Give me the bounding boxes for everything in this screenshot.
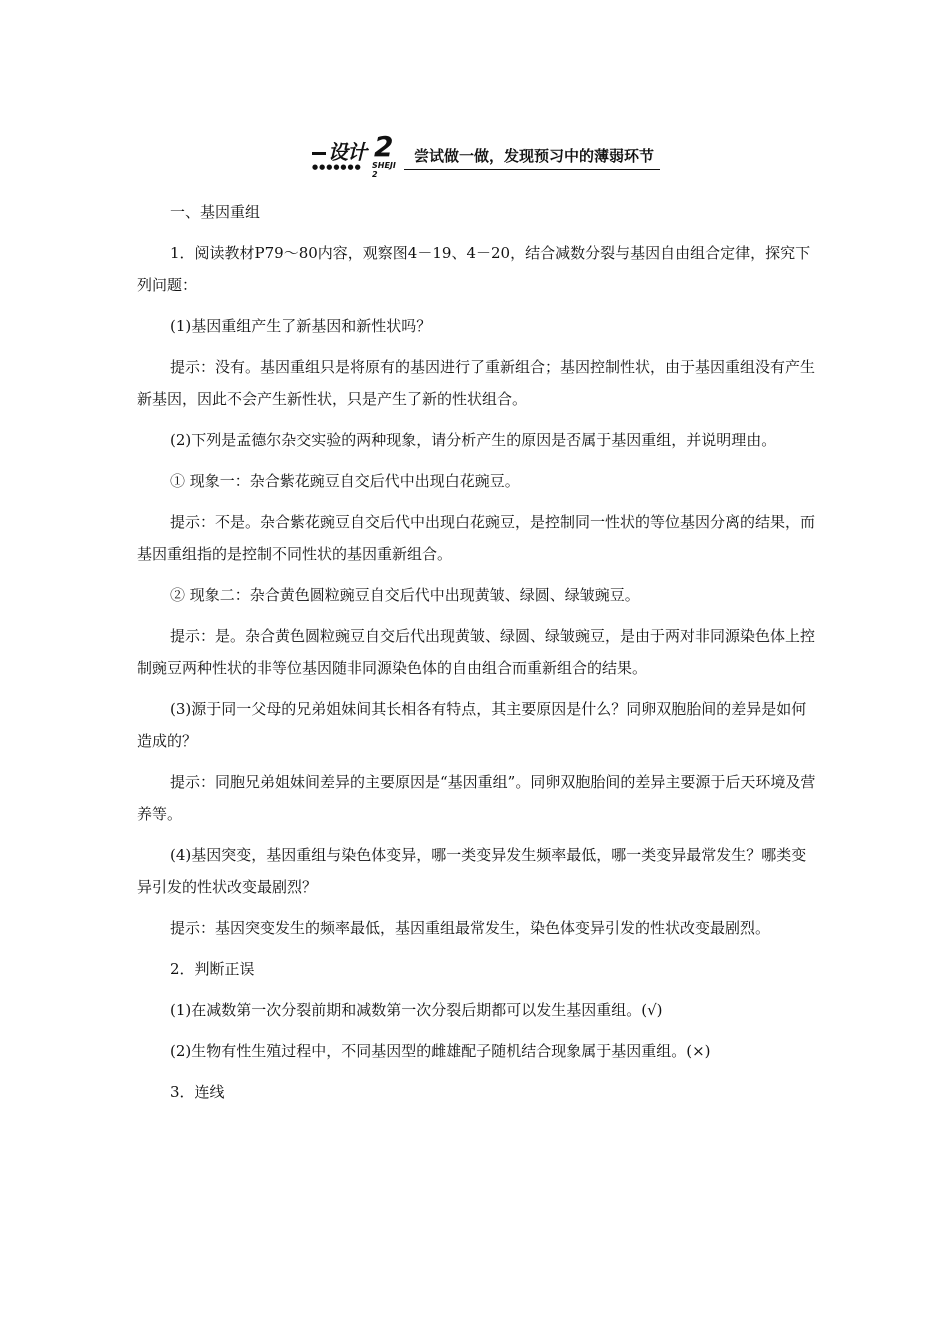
logo-subtitle: SHEJI 2: [372, 161, 396, 179]
question-1-4: (4)基因突变，基因重组与染色体变异，哪一类变异发生频率最低，哪一类变异最常发生？哪类变异引发的性状改变最剧烈？: [137, 846, 807, 896]
section-header: [312, 130, 660, 179]
document-body: [137, 196, 817, 1108]
logo-number: 2: [374, 130, 394, 163]
section-heading: 一、基因重组: [170, 203, 261, 221]
question-1-intro: 1．阅读教材P79～80内容，观察图4－19、4－20，结合减数分裂与基因自由组合定律，探究下列问题：: [137, 244, 811, 294]
question-1-1-hint: 提示：没有。基因重组只是将原有的基因进行了重新组合；基因控制性状，由于基因重组没有产生新基因，因此不会产生新性状，只是产生了新的性状组合。: [137, 358, 816, 408]
question-1-1: (1)基因重组产生了新基因和新性状吗？: [170, 317, 432, 335]
question-1-2-a: ① 现象一：杂合紫花豌豆自交后代中出现白花豌豆。: [170, 472, 520, 490]
question-1-4-hint: 提示：基因突变发生的频率最低，基因重组最常发生，染色体变异引发的性状改变最剧烈。: [170, 919, 771, 937]
logo-text: 设计: [312, 136, 366, 165]
sheji-logo: [312, 130, 404, 179]
question-2-2: (2)生物有性生殖过程中，不同基因型的雌雄配子随机结合现象属于基因重组。(×): [170, 1042, 711, 1060]
question-1-2-b: ② 现象二：杂合黄色圆粒豌豆自交后代中出现黄皱、绿圆、绿皱豌豆。: [170, 586, 640, 604]
question-1-3-hint: 提示：同胞兄弟姐妹间差异的主要原因是“基因重组”。同卵双胞胎间的差异主要源于后天环境及营养等。: [137, 773, 816, 823]
question-1-2: (2)下列是孟德尔杂交实验的两种现象，请分析产生的原因是否属于基因重组，并说明理由。: [170, 431, 777, 449]
question-1-3: (3)源于同一父母的兄弟姐妹间其长相各有特点，其主要原因是什么？同卵双胞胎间的差异是如何造成的？: [137, 700, 807, 750]
logo-dots: ●●●●●●●: [312, 163, 362, 171]
question-1-2-b-hint: 提示：是。杂合黄色圆粒豌豆自交后代出现黄皱、绿圆、绿皱豌豆，是由于两对非同源染色体上控制豌豆两种性状的非等位基因随非同源染色体的自由组合而重新组合的结果。: [137, 627, 816, 677]
header-title: 尝试做一做，发现预习中的薄弱环节: [404, 145, 660, 170]
question-3: 3．连线: [170, 1083, 225, 1101]
question-2: 2．判断正误: [170, 960, 255, 978]
question-1-2-a-hint: 提示：不是。杂合紫花豌豆自交后代中出现白花豌豆，是控制同一性状的等位基因分离的结果，而基因重组指的是控制不同性状的基因重新组合。: [137, 513, 816, 563]
question-2-1: (1)在减数第一次分裂前期和减数第一次分裂后期都可以发生基因重组。(√): [170, 1001, 663, 1019]
